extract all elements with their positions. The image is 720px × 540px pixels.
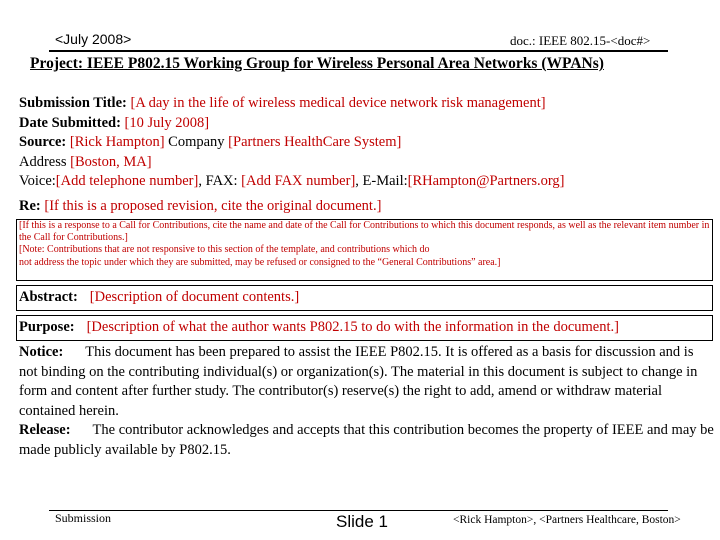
release-paragraph	[19, 421, 714, 460]
address-label: Address	[19, 153, 67, 170]
header-date: <July 2008>	[55, 31, 132, 47]
fax-value: [Add FAX number]	[241, 173, 356, 189]
header-divider	[49, 50, 668, 52]
notice-paragraph	[19, 343, 714, 421]
re-label: Re:	[19, 198, 41, 214]
date-submitted-line	[19, 114, 714, 134]
re-value: [If this is a proposed revision, cite the original document.]	[44, 198, 382, 214]
date-submitted-label: Date Submitted:	[19, 114, 121, 131]
re-line	[19, 197, 714, 217]
instructions-line-1: [If this is a response to a Call for Contributions, cite the name and date of the Call for Contributions to which this document responds, as well as the relevant item number in the Call for Contributions.]	[19, 220, 710, 244]
footer-divider	[49, 510, 668, 511]
abstract-line	[19, 288, 714, 308]
voice-label: Voice:	[19, 173, 56, 189]
notice-block	[19, 343, 714, 460]
contact-line: Voice:[Add telephone number], FAX: [Add FAX number], E-Mail:[RHampton@Partners.org]	[19, 173, 565, 189]
footer-author: <Rick Hampton>, <Partners Healthcare, Boston>	[453, 514, 681, 526]
address-value: [Boston, MA]	[70, 153, 152, 170]
purpose-label: Purpose:	[19, 319, 75, 335]
release-label: Release:	[19, 422, 71, 438]
source-line	[19, 133, 714, 153]
submission-title-label: Submission Title:	[19, 95, 127, 111]
page-title: Project: IEEE P802.15 Working Group for Wireless Personal Area Networks (WPANs)	[30, 55, 604, 72]
email-value: [RHampton@Partners.org]	[407, 173, 565, 189]
company-label: Company	[168, 134, 225, 150]
source-value: [Rick Hampton]	[69, 134, 165, 150]
purpose-line	[19, 318, 714, 338]
instructions-line-3: not address the topic under which they are submitted, may be refused or consigned to the “General Contributions” area.]	[19, 256, 501, 268]
instructions-line-2: [Note: Contributions that are not responsive to this section of the template, and contributions which do	[19, 244, 430, 256]
address-line	[19, 153, 714, 173]
abstract-label: Abstract:	[19, 289, 78, 305]
header-doc-number: doc.: IEEE 802.15-<doc#>	[510, 33, 651, 48]
submission-title-value: [A day in the life of wireless medical device network risk management]	[130, 95, 546, 111]
submission-block	[19, 94, 714, 192]
email-label: E-Mail:	[362, 173, 408, 189]
fax-label: FAX:	[205, 173, 238, 189]
abstract-value: [Description of document contents.]	[89, 289, 300, 305]
footer-submission: Submission	[55, 511, 112, 525]
notice-label: Notice:	[19, 344, 64, 360]
company-value: [Partners HealthCare System]	[228, 134, 402, 150]
release-text: The contributor acknowledges and accepts that this contribution becomes the property of IEEE and may be made publicly available by P802.15.	[19, 422, 714, 458]
voice-value: [Add telephone number]	[55, 173, 199, 189]
date-submitted-value: [10 July 2008]	[124, 114, 210, 131]
notice-text: This document has been prepared to assist the IEEE P802.15. It is offered as a basis for discussion and is not binding on the contributing individual(s) or organization(s). The material in this document is subject to change in form and content after further study. The contributor(s) reserve(s) the right to add, amend or withdraw material contained herein.	[19, 344, 698, 419]
instructions-text	[19, 220, 714, 269]
submission-title-line	[19, 94, 714, 114]
footer-slide-number: Slide 1	[336, 512, 388, 531]
purpose-value: [Description of what the author wants P802.15 to do with the information in the document.]	[86, 319, 619, 335]
source-label: Source:	[19, 134, 67, 150]
